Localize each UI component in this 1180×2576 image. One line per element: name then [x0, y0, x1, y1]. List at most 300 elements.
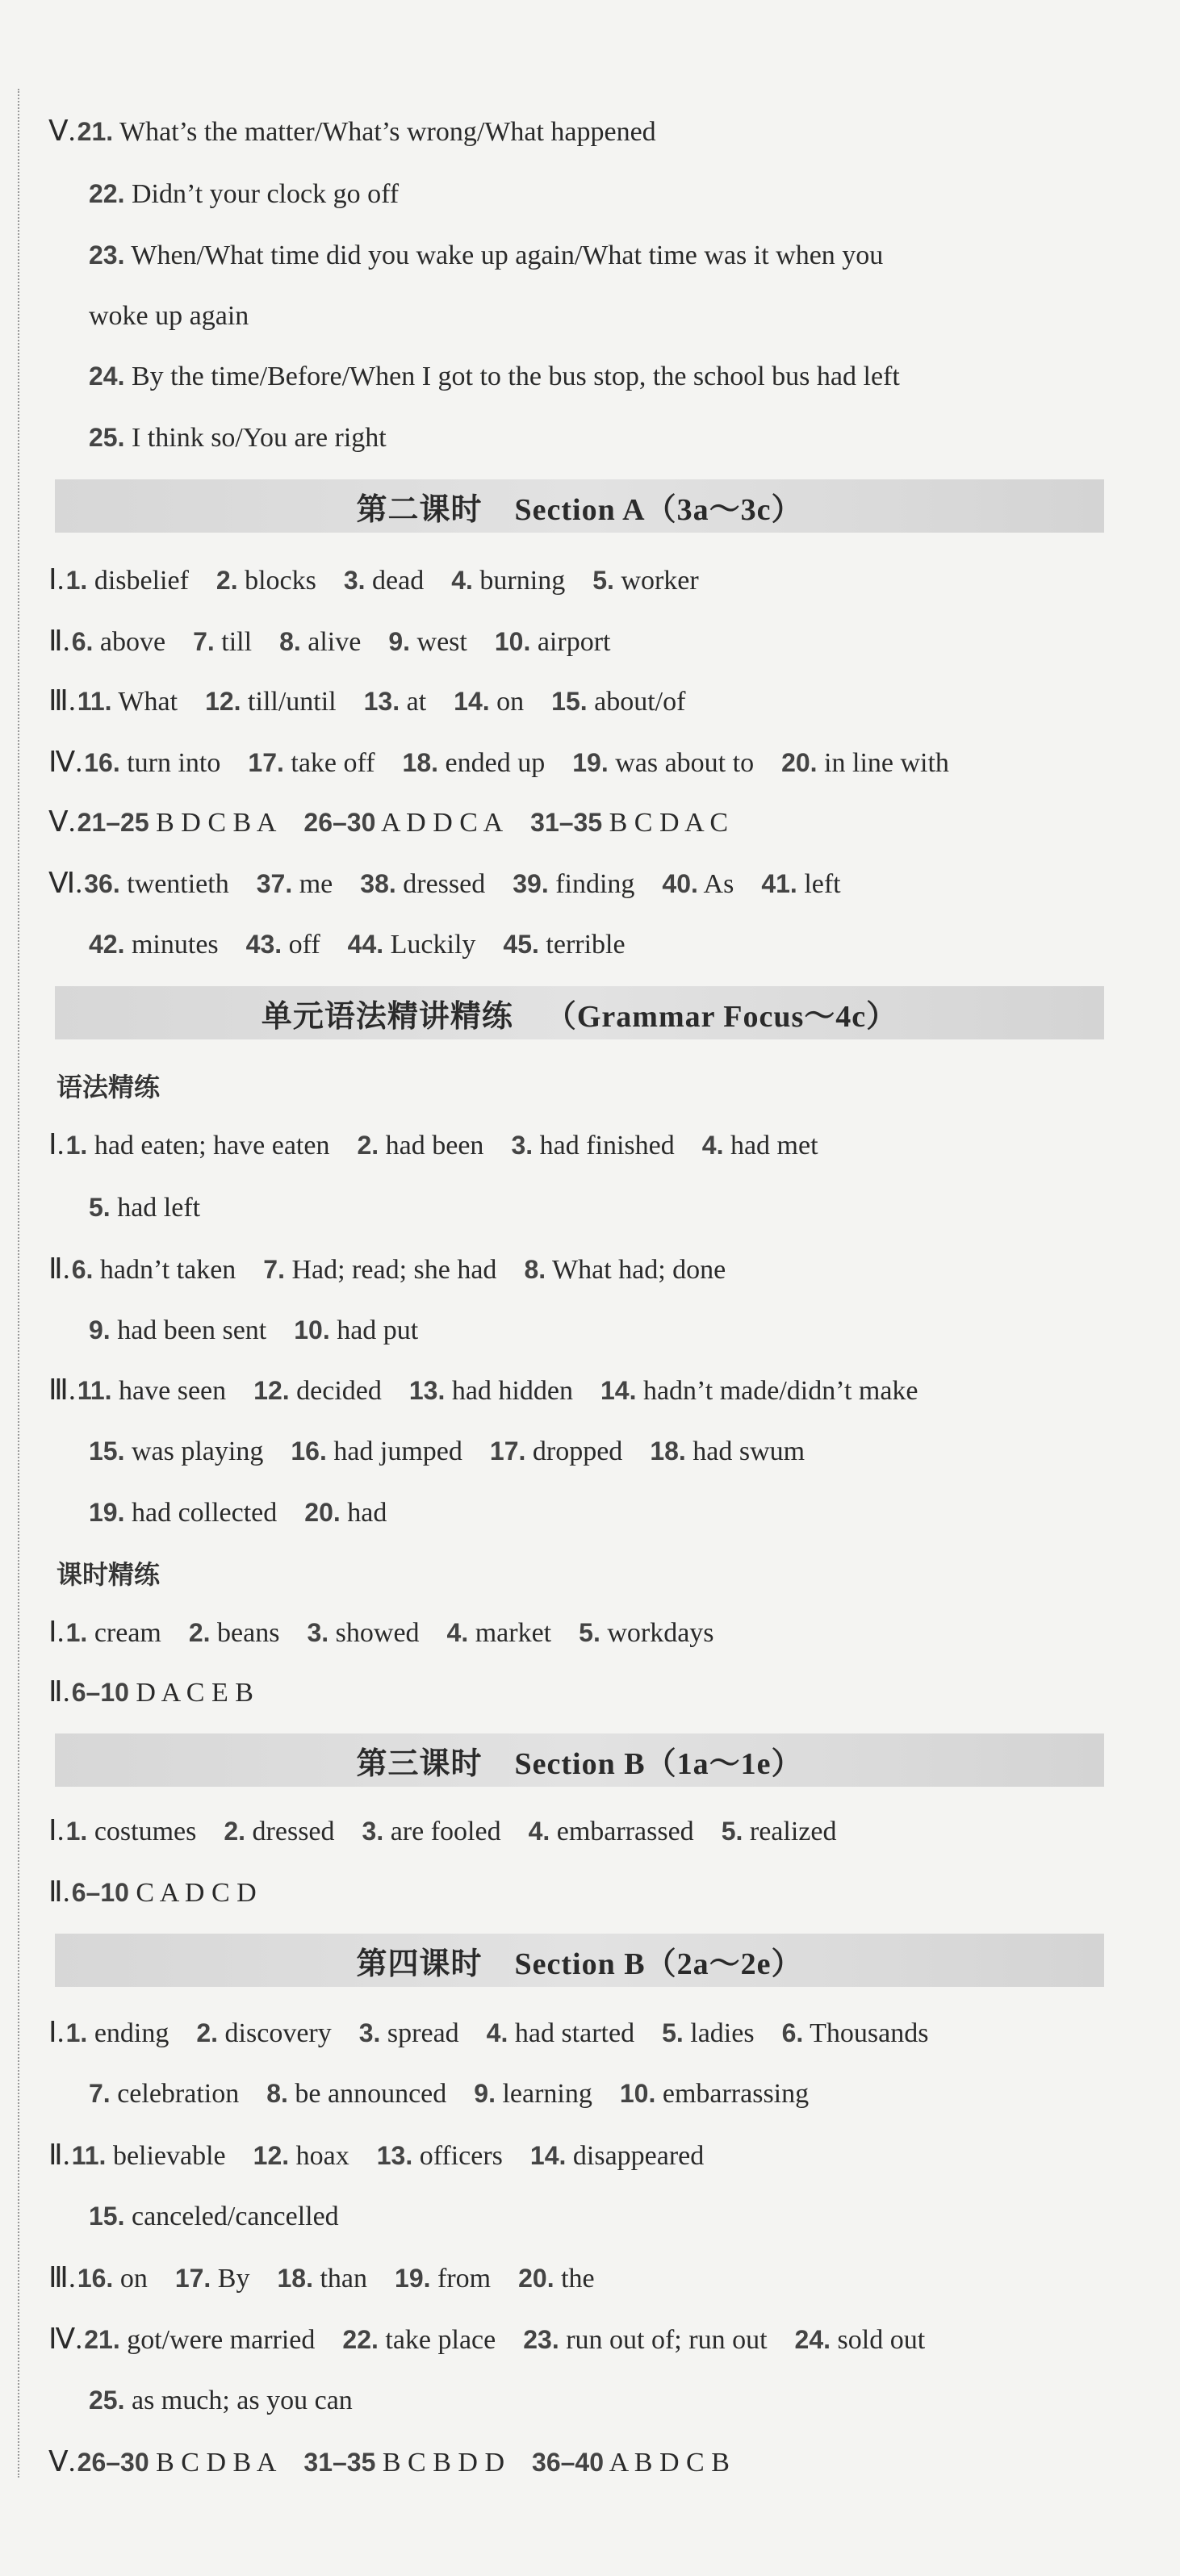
answer-line	[89, 2382, 1148, 2419]
answer-text: embarrassing	[655, 2079, 810, 2109]
answer-text: I think so/You are right	[124, 423, 387, 453]
answer-item	[722, 1817, 837, 1846]
answer-line	[89, 176, 1148, 212]
question-number: 1.	[65, 1618, 88, 1647]
answer-item	[359, 2018, 459, 2048]
question-number: 21–25	[77, 808, 149, 837]
answer-text: dead	[365, 566, 425, 596]
question-number: 2.	[188, 1618, 211, 1647]
roman-numeral: Ⅵ.	[48, 867, 83, 899]
answer-text: run out of; run out	[559, 2325, 768, 2355]
question-number: 20.	[304, 1498, 341, 1527]
answer-item	[279, 627, 361, 657]
answer-text: hoax	[289, 2141, 349, 2171]
question-number: 9.	[474, 2079, 496, 2108]
question-number: 7.	[193, 627, 215, 656]
answer-item	[344, 566, 424, 596]
question-number: 43.	[245, 930, 282, 959]
answer-item	[592, 566, 698, 596]
answer-line	[48, 2260, 1148, 2297]
answer-text: Didn’t your clock go off	[124, 179, 400, 209]
answer-text: had hidden	[445, 1376, 573, 1406]
question-number: 4.	[486, 2018, 508, 2047]
question-number: 36–40	[532, 2448, 604, 2477]
answer-text: about/of	[587, 687, 686, 717]
answer-text: Had; read; she had	[284, 1255, 497, 1285]
answer-item	[77, 687, 178, 717]
answer-item	[253, 2141, 349, 2171]
answer-line	[48, 1127, 1148, 1164]
question-number: 3.	[307, 1618, 329, 1647]
question-number: 5.	[592, 566, 614, 595]
answer-item	[66, 2018, 169, 2048]
answer-item	[89, 179, 399, 209]
answer-line	[48, 683, 1148, 720]
roman-numeral: Ⅰ.	[48, 1616, 65, 1648]
question-number: 8.	[524, 1255, 546, 1284]
section-title-cn: 第四课时	[356, 1945, 483, 1981]
question-number: 19.	[395, 2264, 431, 2293]
question-number: 3.	[362, 1817, 384, 1846]
answer-text: had collected	[124, 1498, 278, 1528]
roman-numeral: Ⅰ.	[48, 1128, 65, 1160]
answer-text: are fooled	[383, 1817, 501, 1846]
answer-text: sold out	[831, 2325, 926, 2355]
section-title-cn: 单元语法精讲精练	[261, 997, 513, 1034]
answer-item	[447, 1618, 552, 1648]
answer-line	[89, 237, 1148, 274]
question-number: 17.	[489, 1436, 526, 1466]
question-number: 26–30	[77, 2448, 149, 2477]
answer-item	[532, 2448, 730, 2478]
question-number: 4.	[446, 1618, 469, 1647]
answer-item	[342, 2325, 496, 2355]
question-number: 9.	[89, 1315, 111, 1344]
answer-text: What had; done	[546, 1255, 726, 1285]
answer-item	[503, 930, 625, 960]
roman-numeral: Ⅴ.	[48, 805, 76, 838]
question-number: 13.	[376, 2141, 413, 2170]
answer-text: minutes	[124, 930, 219, 960]
answer-text: ending	[87, 2018, 169, 2048]
roman-numeral: Ⅰ.	[48, 563, 65, 596]
answer-line	[89, 1190, 1148, 1226]
question-number: 10.	[294, 1315, 330, 1344]
answer-text: B D C B A	[149, 808, 277, 838]
answer-text: on	[113, 2264, 148, 2294]
answer-text: had jumped	[326, 1436, 462, 1466]
question-number: 21.	[84, 2325, 120, 2354]
question-number: 5.	[721, 1817, 743, 1846]
question-number: 45.	[503, 930, 539, 959]
question-number: 17.	[174, 2264, 211, 2293]
answer-line	[48, 113, 1148, 150]
answer-text: Thousands	[803, 2018, 929, 2048]
question-number: 5.	[89, 1193, 111, 1222]
question-number: 8.	[279, 627, 301, 656]
roman-numeral: Ⅳ.	[48, 746, 83, 778]
answer-line	[48, 562, 1148, 599]
dotted-margin-rule	[18, 89, 19, 2478]
answer-text: D A C E B	[128, 1678, 253, 1708]
answer-text: hadn’t taken	[93, 1255, 236, 1285]
answer-text: alive	[300, 627, 362, 657]
answer-line	[48, 623, 1148, 660]
question-number: 23.	[89, 240, 125, 270]
answer-text: than	[312, 2264, 368, 2294]
answer-text: Luckily	[383, 930, 476, 960]
subsection-label: 语法精练	[56, 1072, 161, 1102]
answer-item	[77, 2264, 148, 2294]
answer-text: was about to	[608, 748, 755, 778]
answer-text: C A D C D	[128, 1878, 257, 1908]
answer-text: By the time/Before/When I got to the bus stop, the school bus had left	[124, 362, 900, 391]
answer-line	[48, 1874, 1148, 1911]
answer-text: airport	[530, 627, 611, 657]
answer-text: dropped	[525, 1436, 623, 1466]
answer-line	[89, 2198, 1148, 2235]
answer-text: had put	[329, 1315, 419, 1345]
answer-item	[662, 869, 734, 899]
answer-line	[89, 420, 1148, 456]
question-number: 22.	[342, 2325, 379, 2354]
section-banner	[55, 986, 1104, 1039]
answer-text: got/were married	[119, 2325, 316, 2355]
roman-numeral: Ⅲ.	[48, 684, 76, 717]
answer-item	[263, 1255, 496, 1285]
question-number: 15.	[89, 1436, 125, 1466]
answer-item	[487, 2018, 634, 2048]
answer-item	[303, 808, 503, 838]
question-number: 11.	[71, 2141, 107, 2170]
answer-text: celebration	[110, 2079, 240, 2109]
question-number: 24.	[794, 2325, 831, 2354]
answer-item	[253, 1376, 382, 1406]
answer-text: As	[697, 869, 734, 899]
answer-item	[781, 748, 949, 778]
answer-item	[66, 1618, 161, 1648]
question-number: 19.	[89, 1498, 125, 1527]
answer-text: decided	[289, 1376, 382, 1406]
answer-item	[388, 627, 467, 657]
question-number: 3.	[358, 2018, 381, 2047]
answer-item	[72, 2141, 226, 2171]
answer-item	[511, 1131, 674, 1160]
question-number: 18.	[650, 1436, 686, 1466]
question-number: 7.	[263, 1255, 285, 1284]
question-number: 13.	[408, 1376, 446, 1405]
question-number: 36.	[84, 869, 120, 898]
answer-line	[48, 1251, 1148, 1288]
question-number: 11.	[77, 1376, 112, 1405]
answer-item	[782, 2018, 929, 2048]
question-number: 3.	[343, 566, 366, 595]
answer-item	[72, 1678, 253, 1708]
answer-item	[360, 869, 485, 899]
answer-text: costumes	[87, 1817, 197, 1846]
answer-item	[77, 1376, 226, 1406]
question-number: 20.	[518, 2264, 554, 2293]
answer-line	[48, 2444, 1148, 2481]
answer-item	[72, 1255, 236, 1285]
question-number: 11.	[77, 687, 112, 716]
answer-text: above	[93, 627, 166, 657]
question-number: 37.	[256, 869, 293, 898]
answer-text: dressed	[395, 869, 486, 899]
section-banner	[55, 1934, 1104, 1987]
question-number: 38.	[360, 869, 396, 898]
roman-numeral: Ⅳ.	[48, 2323, 83, 2355]
answer-text: finding	[548, 869, 635, 899]
answer-text: What	[111, 687, 178, 717]
section-title-en: Section B（2a～2e）	[514, 1947, 803, 1981]
answer-text: off	[282, 930, 320, 960]
answer-item	[89, 2079, 239, 2109]
answer-item	[307, 1618, 419, 1648]
question-number: 22.	[89, 179, 125, 208]
question-number: 2.	[215, 566, 238, 595]
answer-text: believable	[106, 2141, 226, 2171]
roman-numeral: Ⅲ.	[48, 1374, 76, 1406]
answer-line	[89, 1495, 1148, 1531]
answer-text: had	[340, 1498, 387, 1528]
question-number: 16.	[291, 1436, 327, 1466]
answer-item	[175, 2264, 250, 2294]
answer-text: in line with	[817, 748, 949, 778]
answer-item	[77, 117, 656, 147]
answer-text: market	[468, 1618, 552, 1648]
answer-text: till	[214, 627, 253, 657]
answer-item	[650, 1436, 805, 1466]
answer-text: B C D A C	[602, 808, 729, 838]
answer-line	[48, 744, 1148, 781]
answer-text: as much; as you can	[124, 2386, 353, 2415]
answer-item	[89, 930, 219, 960]
answer-text: hadn’t made/didn’t make	[636, 1376, 918, 1406]
answer-text: worker	[613, 566, 699, 596]
question-number: 24.	[89, 362, 125, 391]
question-number: 14.	[529, 2141, 567, 2170]
answer-item	[403, 748, 546, 778]
answer-text: had been sent	[110, 1315, 267, 1345]
question-number: 1.	[65, 2018, 88, 2047]
answer-text: When/What time did you wake up again/What time was it when you	[124, 240, 884, 270]
answer-item	[600, 1376, 918, 1406]
answer-item	[89, 1436, 263, 1466]
section-title-en: （Grammar Focus～4c）	[545, 999, 898, 1034]
answer-item	[205, 687, 337, 717]
answer-text: left	[797, 869, 841, 899]
question-number: 15.	[89, 2202, 125, 2231]
answer-text: burning	[472, 566, 566, 596]
question-number: 1.	[65, 1131, 88, 1160]
question-number: 10.	[494, 627, 531, 656]
answer-item	[523, 2325, 767, 2355]
answer-text: till/until	[241, 687, 337, 717]
answer-item	[89, 1315, 266, 1345]
answer-text: disappeared	[566, 2141, 705, 2171]
answer-item	[89, 1498, 277, 1528]
answer-line	[48, 1674, 1148, 1711]
subsection-label: 课时精练	[56, 1559, 161, 1590]
answer-item	[513, 869, 634, 899]
question-number: 41.	[761, 869, 797, 898]
roman-numeral: Ⅱ.	[48, 2139, 70, 2171]
question-number: 2.	[224, 1817, 246, 1846]
answer-text: me	[292, 869, 333, 899]
answer-text: cream	[87, 1618, 161, 1648]
answer-item	[662, 2018, 755, 2048]
answer-text: workdays	[600, 1618, 714, 1648]
question-number: 3.	[511, 1131, 534, 1160]
answer-item	[89, 362, 900, 391]
answer-item	[529, 1817, 694, 1846]
answer-line	[89, 2076, 1148, 2112]
question-number: 25.	[89, 423, 125, 452]
answer-text: B C B D D	[375, 2448, 505, 2478]
question-number: 4.	[528, 1817, 550, 1846]
answer-item	[524, 1255, 726, 1285]
question-number: 14.	[454, 687, 490, 716]
question-number: 15.	[551, 687, 588, 716]
answer-item	[89, 2202, 339, 2231]
answer-item	[495, 627, 611, 657]
answer-line	[48, 1813, 1148, 1850]
question-number: 7.	[89, 2079, 111, 2108]
answer-line	[89, 926, 1148, 963]
answer-text: By	[211, 2264, 250, 2294]
answer-text: have seen	[111, 1376, 227, 1406]
answer-text: west	[410, 627, 467, 657]
answer-text: dressed	[245, 1817, 335, 1846]
answer-item	[193, 627, 252, 657]
answer-text: had been	[379, 1131, 484, 1160]
answer-text: terrible	[538, 930, 626, 960]
question-number: 16.	[77, 2264, 114, 2293]
answer-item	[66, 1817, 197, 1846]
answer-item	[579, 1618, 713, 1648]
answer-text: had eaten; have eaten	[87, 1131, 330, 1160]
question-number: 4.	[451, 566, 473, 595]
answer-item	[551, 687, 685, 717]
answer-text: turn into	[119, 748, 221, 778]
answer-text: from	[430, 2264, 492, 2294]
answer-text: spread	[380, 2018, 459, 2048]
answer-line	[89, 358, 1148, 395]
answer-text: A D D C A	[375, 808, 504, 838]
answer-item	[77, 808, 277, 838]
answer-item	[246, 930, 320, 960]
answer-item	[89, 423, 387, 453]
question-number: 5.	[662, 2018, 684, 2047]
answer-item	[795, 2325, 926, 2355]
answer-item	[291, 1436, 462, 1466]
answer-item	[72, 627, 165, 657]
question-number: 5.	[579, 1618, 600, 1647]
question-number: 23.	[523, 2325, 559, 2354]
question-number: 6.	[71, 627, 94, 656]
roman-numeral: Ⅰ.	[48, 1814, 65, 1846]
question-number: 6–10	[71, 1678, 129, 1707]
answer-item	[72, 1878, 257, 1908]
answer-text: showed	[328, 1618, 420, 1648]
answer-text: What’s the matter/What’s wrong/What happened	[113, 117, 656, 147]
question-number: 4.	[701, 1131, 724, 1160]
answer-item	[89, 240, 883, 270]
question-number: 2.	[357, 1131, 379, 1160]
section-title-cn: 第三课时	[356, 1745, 483, 1781]
roman-numeral: Ⅱ.	[48, 1252, 70, 1285]
roman-numeral: Ⅴ.	[48, 2445, 76, 2478]
question-number: 21.	[77, 117, 114, 146]
answer-item	[89, 1193, 200, 1223]
answer-item	[348, 930, 476, 960]
answer-item	[454, 687, 524, 717]
question-number: 8.	[266, 2079, 288, 2108]
answer-text: discovery	[218, 2018, 332, 2048]
answer-item	[66, 566, 189, 596]
answer-item	[530, 2141, 704, 2171]
answer-line	[48, 865, 1148, 902]
question-number: 12.	[253, 2141, 290, 2170]
question-number: 44.	[347, 930, 384, 959]
answer-text: had swum	[685, 1436, 805, 1466]
answer-text: woke up again	[89, 301, 249, 331]
question-number: 31–35	[303, 2448, 376, 2477]
roman-numeral: Ⅴ.	[48, 115, 76, 147]
answer-item	[620, 2079, 809, 2109]
answer-item	[216, 566, 316, 596]
answer-item	[266, 2079, 446, 2109]
question-number: 10.	[619, 2079, 656, 2108]
answer-line	[89, 1433, 1148, 1470]
answer-text: realized	[743, 1817, 837, 1846]
roman-numeral: Ⅰ.	[48, 2016, 65, 2048]
answer-text: the	[554, 2264, 595, 2294]
answer-text: twentieth	[119, 869, 229, 899]
roman-numeral: Ⅲ.	[48, 2261, 76, 2294]
question-number: 18.	[402, 748, 439, 777]
question-number: 1.	[65, 566, 88, 595]
answer-item	[303, 2448, 504, 2478]
answer-item	[77, 2448, 277, 2478]
question-number: 14.	[600, 1376, 637, 1405]
answer-text: had met	[723, 1131, 818, 1160]
answer-text: learning	[495, 2079, 592, 2109]
answer-text: ended up	[438, 748, 546, 778]
section-title-en: Section A（3a～3c）	[514, 492, 803, 527]
answer-text: B C D B A	[149, 2448, 277, 2478]
answer-item	[294, 1315, 418, 1345]
question-number: 12.	[205, 687, 241, 716]
answer-item	[518, 2264, 595, 2294]
answer-item	[66, 1131, 330, 1160]
answer-item	[84, 2325, 315, 2355]
question-number: 1.	[65, 1817, 88, 1846]
answer-item	[89, 2386, 353, 2415]
answer-text: ladies	[683, 2018, 755, 2048]
section-title-cn: 第二课时	[356, 491, 483, 527]
question-number: 6–10	[71, 1878, 129, 1907]
question-number: 6.	[71, 1255, 94, 1284]
answer-text: at	[400, 687, 427, 717]
question-number: 6.	[781, 2018, 804, 2047]
question-number: 9.	[388, 627, 411, 656]
answer-text: A B D C B	[604, 2448, 730, 2478]
answer-item	[702, 1131, 818, 1160]
answer-item	[490, 1436, 622, 1466]
answer-item	[474, 2079, 592, 2109]
